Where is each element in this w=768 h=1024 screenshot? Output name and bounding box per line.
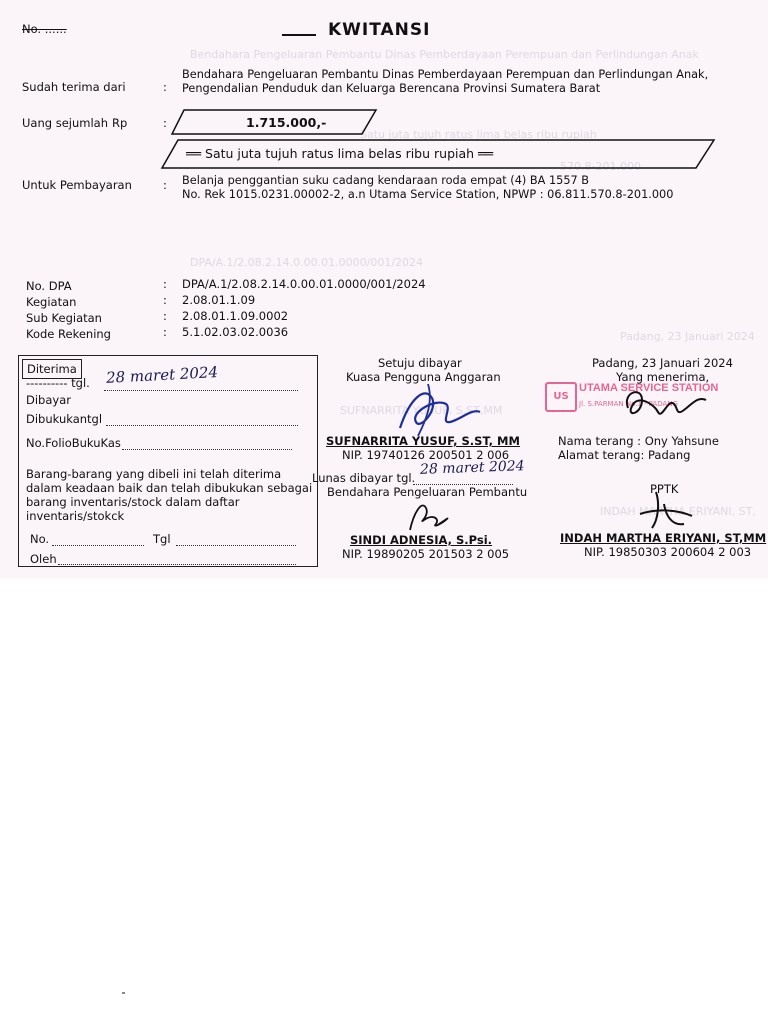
note-line-2: dalam keadaan baik dan telah dibukukan sebagai xyxy=(26,481,313,495)
amount-words: ══ Satu juta tujuh ratus lima belas ribu rupiah ══ xyxy=(186,146,494,161)
payment-for-line2: No. Rek 1015.0231.00002-2, a.n Utama Service Station, NPWP : 06.811.570.8-201.000 xyxy=(182,188,674,201)
dibayar-label: Dibayar xyxy=(26,393,71,407)
colon: : xyxy=(163,178,167,192)
oleh-label: Oleh xyxy=(30,552,57,566)
note-line-3: barang inventaris/stock dalam daftar xyxy=(26,495,240,509)
stamp-text: UTAMA SERVICE STATION xyxy=(579,382,719,394)
note-line-1: Barang-barang yang dibeli ini telah diterima xyxy=(26,467,282,481)
folio-label: No.FolioBukuKas xyxy=(26,436,121,450)
payment-for-label: Untuk Pembayaran xyxy=(22,178,132,192)
approve-label: Setuju dibayar xyxy=(378,356,462,370)
receipt-number: No. ...... xyxy=(22,22,67,36)
signer-name-treasurer: SINDI ADNESIA, S.Psi. xyxy=(350,533,493,547)
amount-currency: Rp xyxy=(112,116,128,130)
code-label-sub-kegiatan: Sub Kegiatan xyxy=(26,311,102,325)
title-dash xyxy=(282,34,316,36)
signer-nip-pptk: NIP. 19850303 200604 2 003 xyxy=(584,545,752,559)
signature-receiver xyxy=(612,382,712,426)
dibukukan-line xyxy=(106,414,298,426)
no-line xyxy=(52,534,144,546)
code-value-dpa: DPA/A.1/2.08.2.14.0.00.01.0000/001/2024 xyxy=(182,277,426,291)
amount-value: 1.715.000,- xyxy=(246,115,327,130)
tgl-label: Tgl xyxy=(153,532,171,546)
diterima-label: Diterima xyxy=(27,362,77,376)
signature-kpa xyxy=(380,378,490,440)
colon: : xyxy=(163,80,167,94)
signature-pptk xyxy=(628,486,698,532)
signature-treasurer xyxy=(396,494,456,534)
oleh-line xyxy=(58,554,296,565)
scan-speck xyxy=(122,992,125,994)
colon: : xyxy=(163,309,167,323)
page-title: KWITANSI xyxy=(328,20,431,40)
diterima-tgl-prefix: ---------- tgl. xyxy=(26,376,90,390)
paid-date-prefix: Lunas dibayar tgl. xyxy=(312,471,416,485)
code-value-sub-kegiatan: 2.08.01.1.09.0002 xyxy=(182,309,289,323)
amount-label: Uang sejumlah xyxy=(22,116,108,130)
code-value-kegiatan: 2.08.01.1.09 xyxy=(182,293,256,307)
code-label-kode-rekening: Kode Rekening xyxy=(26,327,111,341)
code-value-kode-rekening: 5.1.02.03.02.0036 xyxy=(182,325,289,339)
diterima-date-handwritten: 28 maret 2024 xyxy=(105,363,219,387)
signer-name-kpa: SUFNARRITA YUSUF, S.ST, MM xyxy=(326,434,520,448)
authority-label: Kuasa Pengguna Anggaran xyxy=(346,370,501,384)
tgl-line xyxy=(176,534,296,546)
folio-line xyxy=(122,438,292,450)
no-label: No. xyxy=(30,532,50,546)
received-from-line1: Bendahara Pengeluaran Pembantu Dinas Pemberdayaan Perempuan dan Perlindungan Anak, xyxy=(182,68,709,81)
treasurer-label: Bendahara Pengeluaran Pembantu xyxy=(327,485,528,499)
receipt-document: Bendahara Pengeluaran Pembantu Dinas Pemberdayaan Perempuan dan Perlindungan Anak Satu juta tujuh ratus lima belas ribu rupiah 570.8-201.000 DPA/A.1/2.08.2.14.0.00.01.0000/001/2024 Padang, 23 Januari 2024 SUFNARRITA YUSUF, S.ST,MM INDAH MARTHA ERIYANI, ST, No. ...... KWITANSI Sudah terima dari : Bendahara Pengeluaran Pembantu Dinas Pemberdayaan Perempuan dan Perlindungan Anak, Pengendalian Penduduk dan Keluarga Berencana Provinsi Sumatera Barat Uang sejumlah Rp : 1.715.000,- ══ Satu juta tujuh ratus lima belas ribu rupiah ══ Untuk Pembayaran : Belanja penggantian suku cadang kendaraan roda empat (4) BA 1557 B No. Rek 1015.0231.00002-2, a.n Utama Service Station, NPWP : 06.811.570.8-201.000 No. DPA : DPA/A.1/2.08.2.14.0.00.01.0000/001/2024 Kegiatan : 2.08.01.1.09 Sub Kegiatan : 2.08.01.1.09.0002 Kode Rekening : 5.1.02.03.02.0036 Diterima ---------- tgl. 28 maret 2024 Dibayar Dibukukantgl No.FolioBukuKas Barang-barang yang dibeli ini telah diterima dalam keadaan baik dan telah dibukukan sebagai barang inventaris/stock dalam daftar inventaris/stokck No. Tgl Oleh Setuju dibayar Kuasa Pengguna Anggaran SUFNARRITA YUSUF, S.ST, MM NIP. 19740126 200501 2 006 Lunas dibayar tgl. 28 maret 2024 Bendahara Pengeluaran Pembantu SINDI ADNESIA, S.Psi. NIP. 19890205 201503 2 005 Padang, 23 Januari 2024 Yang menerima, US UTAMA SERVICE STATION Jl. S.PARMAN No.1 · PADANG Nama terang : Ony Yahsune Alamat terang: Padang PPTK INDAH MARTHA ERIYANI, ST,MM NIP. 19850303 200604 2 003 xyxy=(0,0,768,578)
place-date: Padang, 23 Januari 2024 xyxy=(592,356,733,370)
company-stamp: US UTAMA SERVICE STATION Jl. S.PARMAN No.1 · PADANG xyxy=(545,376,710,422)
colon: : xyxy=(163,277,167,291)
colon: : xyxy=(163,325,167,339)
paid-date-handwritten: 28 maret 2024 xyxy=(419,458,525,478)
dibukukan-label: Dibukukantgl xyxy=(26,412,103,426)
receiver-name: Nama terang : Ony Yahsune xyxy=(558,434,719,448)
received-from-label: Sudah terima dari xyxy=(22,80,126,94)
signer-name-pptk: INDAH MARTHA ERIYANI, ST,MM xyxy=(560,531,767,545)
receiver-address: Alamat terang: Padang xyxy=(558,448,691,462)
code-label-dpa: No. DPA xyxy=(26,279,72,293)
pptk-label: PPTK xyxy=(650,482,679,496)
code-label-kegiatan: Kegiatan xyxy=(26,295,77,309)
signer-nip-treasurer: NIP. 19890205 201503 2 005 xyxy=(342,547,510,561)
stamp-subtext: Jl. S.PARMAN No.1 · PADANG xyxy=(579,400,678,408)
note-line-4: inventaris/stokck xyxy=(26,509,125,523)
receiver-label: Yang menerima, xyxy=(616,370,710,384)
colon: : xyxy=(163,116,167,130)
colon: : xyxy=(163,293,167,307)
received-from-line2: Pengendalian Penduduk dan Keluarga Berencana Provinsi Sumatera Barat xyxy=(182,82,601,95)
payment-for-line1: Belanja penggantian suku cadang kendaraan roda empat (4) BA 1557 B xyxy=(182,174,590,187)
signer-nip-kpa: NIP. 19740126 200501 2 006 xyxy=(342,448,510,462)
